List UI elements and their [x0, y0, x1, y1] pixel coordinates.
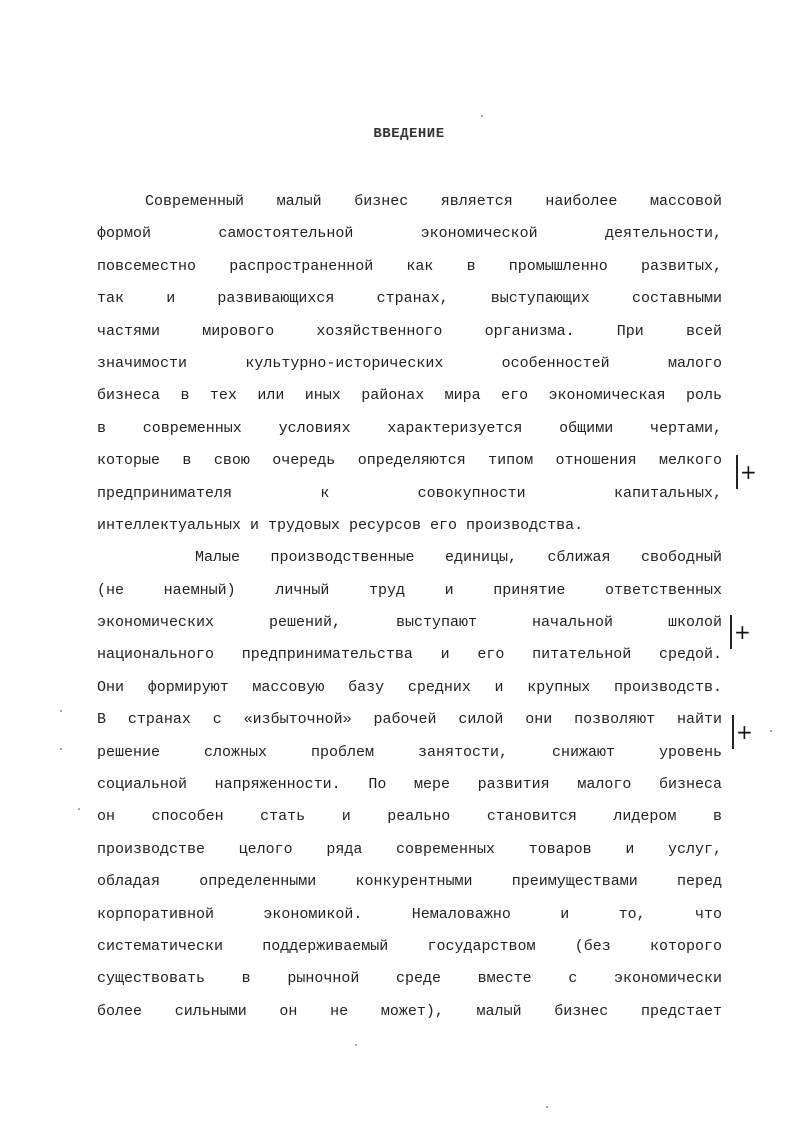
- text-line: формой самостоятельной экономической деятельности,: [97, 225, 722, 243]
- text-line: интеллектуальных и трудовых ресурсов его производства.: [97, 516, 584, 534]
- text-line: Малые производственные единицы, сближая свободный: [195, 549, 722, 567]
- scan-speck: [60, 710, 62, 712]
- text-line: социальной напряженности. По мере развития малого бизнеса: [97, 776, 722, 794]
- margin-plus-mark: +: [734, 620, 751, 644]
- margin-annotation: [736, 455, 757, 489]
- text-line: В странах с «избыточной» рабочей силой они позволяют найти: [97, 711, 722, 729]
- text-line: национального предпринимательства и его питательной средой.: [97, 646, 722, 664]
- margin-bar: [736, 455, 738, 489]
- text-line: обладая определенными конкурентными преимуществами перед: [97, 873, 722, 891]
- body-text: [97, 186, 722, 1028]
- scan-speck: [60, 748, 62, 750]
- text-line: он способен стать и реально становится лидером в: [97, 808, 722, 826]
- scan-speck: [481, 115, 483, 117]
- margin-plus-mark: +: [736, 720, 753, 744]
- text-line: частями мирового хозяйственного организма. При всей: [97, 322, 722, 340]
- page-title: ВВЕДЕНИЕ: [373, 126, 445, 142]
- text-line: предпринимателя к совокупности капитальных,: [97, 484, 722, 502]
- text-line: корпоративной экономикой. Немаловажно и то, что: [97, 905, 722, 923]
- scan-speck: [355, 1044, 357, 1046]
- text-line: (не наемный) личный труд и принятие ответственных: [97, 581, 722, 599]
- margin-bar: [730, 615, 732, 649]
- text-line: систематически поддерживаемый государством (без которого: [97, 937, 722, 955]
- scan-speck: [78, 808, 80, 810]
- margin-plus-mark: +: [740, 460, 757, 484]
- text-line: так и развивающихся странах, выступающих составными: [97, 290, 722, 308]
- text-line: экономических решений, выступают начальной школой: [97, 614, 722, 632]
- scan-speck: [546, 1106, 548, 1108]
- text-line: решение сложных проблем занятости, снижают уровень: [97, 743, 722, 761]
- text-line: в современных условиях характеризуется общими чертами,: [97, 419, 722, 437]
- text-line: более сильными он не может), малый бизнес предстает: [97, 1002, 722, 1020]
- text-line: бизнеса в тех или иных районах мира его экономическая роль: [97, 387, 722, 405]
- text-line: повсеместно распространенной как в промышленно развитых,: [97, 257, 722, 275]
- text-line: производстве целого ряда современных товаров и услуг,: [97, 840, 722, 858]
- text-line: существовать в рыночной среде вместе с экономически: [97, 970, 722, 988]
- text-line: значимости культурно-исторических особенностей малого: [97, 354, 722, 372]
- scan-speck: [770, 730, 772, 732]
- text-line: которые в свою очередь определяются типом отношения мелкого: [97, 452, 722, 470]
- text-line: Современный малый бизнес является наиболее массовой: [145, 193, 722, 210]
- margin-annotation: [730, 615, 751, 649]
- margin-annotation: [732, 715, 753, 749]
- margin-bar: [732, 715, 734, 749]
- text-line: Они формируют массовую базу средних и крупных производств.: [97, 678, 722, 696]
